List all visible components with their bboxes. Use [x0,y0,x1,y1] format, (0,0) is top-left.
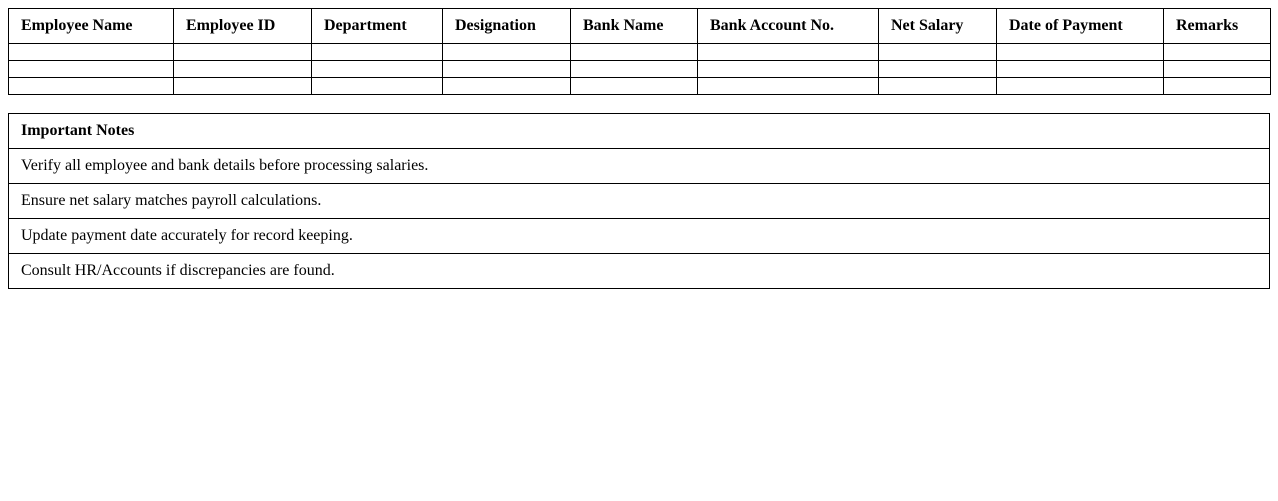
column-header-bank-account-no: Bank Account No. [698,9,879,44]
column-header-employee-name: Employee Name [9,9,174,44]
table-cell[interactable] [174,44,312,61]
table-header-row [9,9,1271,44]
table-cell[interactable] [997,78,1164,95]
table-cell[interactable] [1164,44,1271,61]
table-cell[interactable] [997,61,1164,78]
note-item: Consult HR/Accounts if discrepancies are found. [9,254,1270,289]
table-cell[interactable] [879,78,997,95]
column-header-designation: Designation [443,9,571,44]
column-header-employee-id: Employee ID [174,9,312,44]
note-row [9,184,1270,219]
column-header-remarks: Remarks [1164,9,1271,44]
column-header-bank-name: Bank Name [571,9,698,44]
table-cell[interactable] [312,78,443,95]
table-cell[interactable] [1164,78,1271,95]
payroll-table [8,8,1271,95]
note-row [9,254,1270,289]
column-header-date-of-payment: Date of Payment [997,9,1164,44]
note-row [9,219,1270,254]
table-cell[interactable] [698,78,879,95]
table-cell[interactable] [9,78,174,95]
column-header-net-salary: Net Salary [879,9,997,44]
table-row [9,78,1271,95]
note-row [9,149,1270,184]
table-cell[interactable] [443,78,571,95]
table-cell[interactable] [997,44,1164,61]
column-header-department: Department [312,9,443,44]
note-item: Ensure net salary matches payroll calculations. [9,184,1270,219]
table-cell[interactable] [571,78,698,95]
table-cell[interactable] [1164,61,1271,78]
table-cell[interactable] [571,61,698,78]
table-row [9,44,1271,61]
table-row [9,61,1271,78]
table-cell[interactable] [312,61,443,78]
notes-header-row [9,114,1270,149]
table-cell[interactable] [9,61,174,78]
notes-title: Important Notes [9,114,1270,149]
table-cell[interactable] [174,61,312,78]
note-item: Verify all employee and bank details before processing salaries. [9,149,1270,184]
note-item: Update payment date accurately for record keeping. [9,219,1270,254]
table-cell[interactable] [879,44,997,61]
table-cell[interactable] [698,44,879,61]
table-cell[interactable] [571,44,698,61]
table-cell[interactable] [443,44,571,61]
table-cell[interactable] [312,44,443,61]
table-cell[interactable] [174,78,312,95]
table-cell[interactable] [698,61,879,78]
table-cell[interactable] [879,61,997,78]
table-cell[interactable] [9,44,174,61]
table-cell[interactable] [443,61,571,78]
important-notes-table [8,113,1270,289]
